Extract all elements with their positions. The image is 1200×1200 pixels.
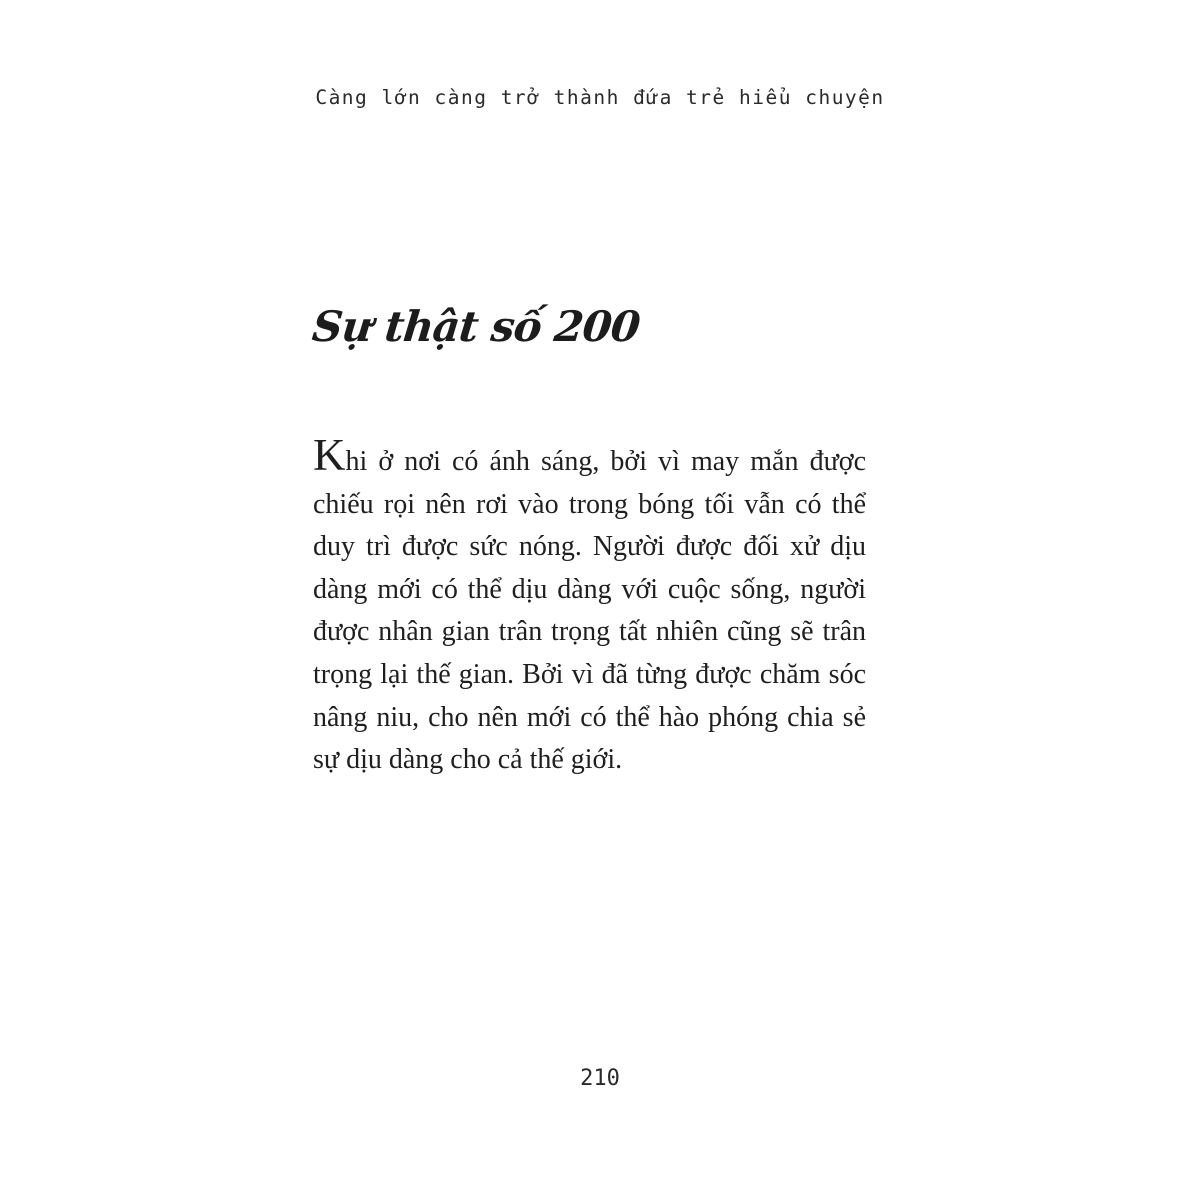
body-line: duy trì được sức nóng. Người được đối xử dịu xyxy=(313,531,866,563)
body-line-text: hi ở nơi có ánh sáng, bởi vì may mắn được xyxy=(345,446,866,477)
body-line: trọng lại thế gian. Bởi vì đã từng được chăm sóc xyxy=(313,658,866,690)
drop-cap-initial: K xyxy=(313,430,346,480)
page-number: 210 xyxy=(580,1066,620,1091)
running-header: Càng lớn càng trở thành đứa trẻ hiểu chuyện xyxy=(315,86,885,109)
body-line xyxy=(313,430,866,484)
body-paragraph xyxy=(313,430,866,782)
body-line: được nhân gian trân trọng tất nhiên cũng sẽ trân xyxy=(313,616,866,648)
body-line: sự dịu dàng cho cả thế giới. xyxy=(313,744,623,776)
chapter-title: Sự thật số 200 xyxy=(310,302,642,351)
body-line: dàng mới có thể dịu dàng với cuộc sống, người xyxy=(313,573,866,605)
body-line: nâng niu, cho nên mới có thể hào phóng chia sẻ xyxy=(313,701,866,733)
body-line: chiếu rọi nên rơi vào trong bóng tối vẫn có thể xyxy=(313,488,866,520)
